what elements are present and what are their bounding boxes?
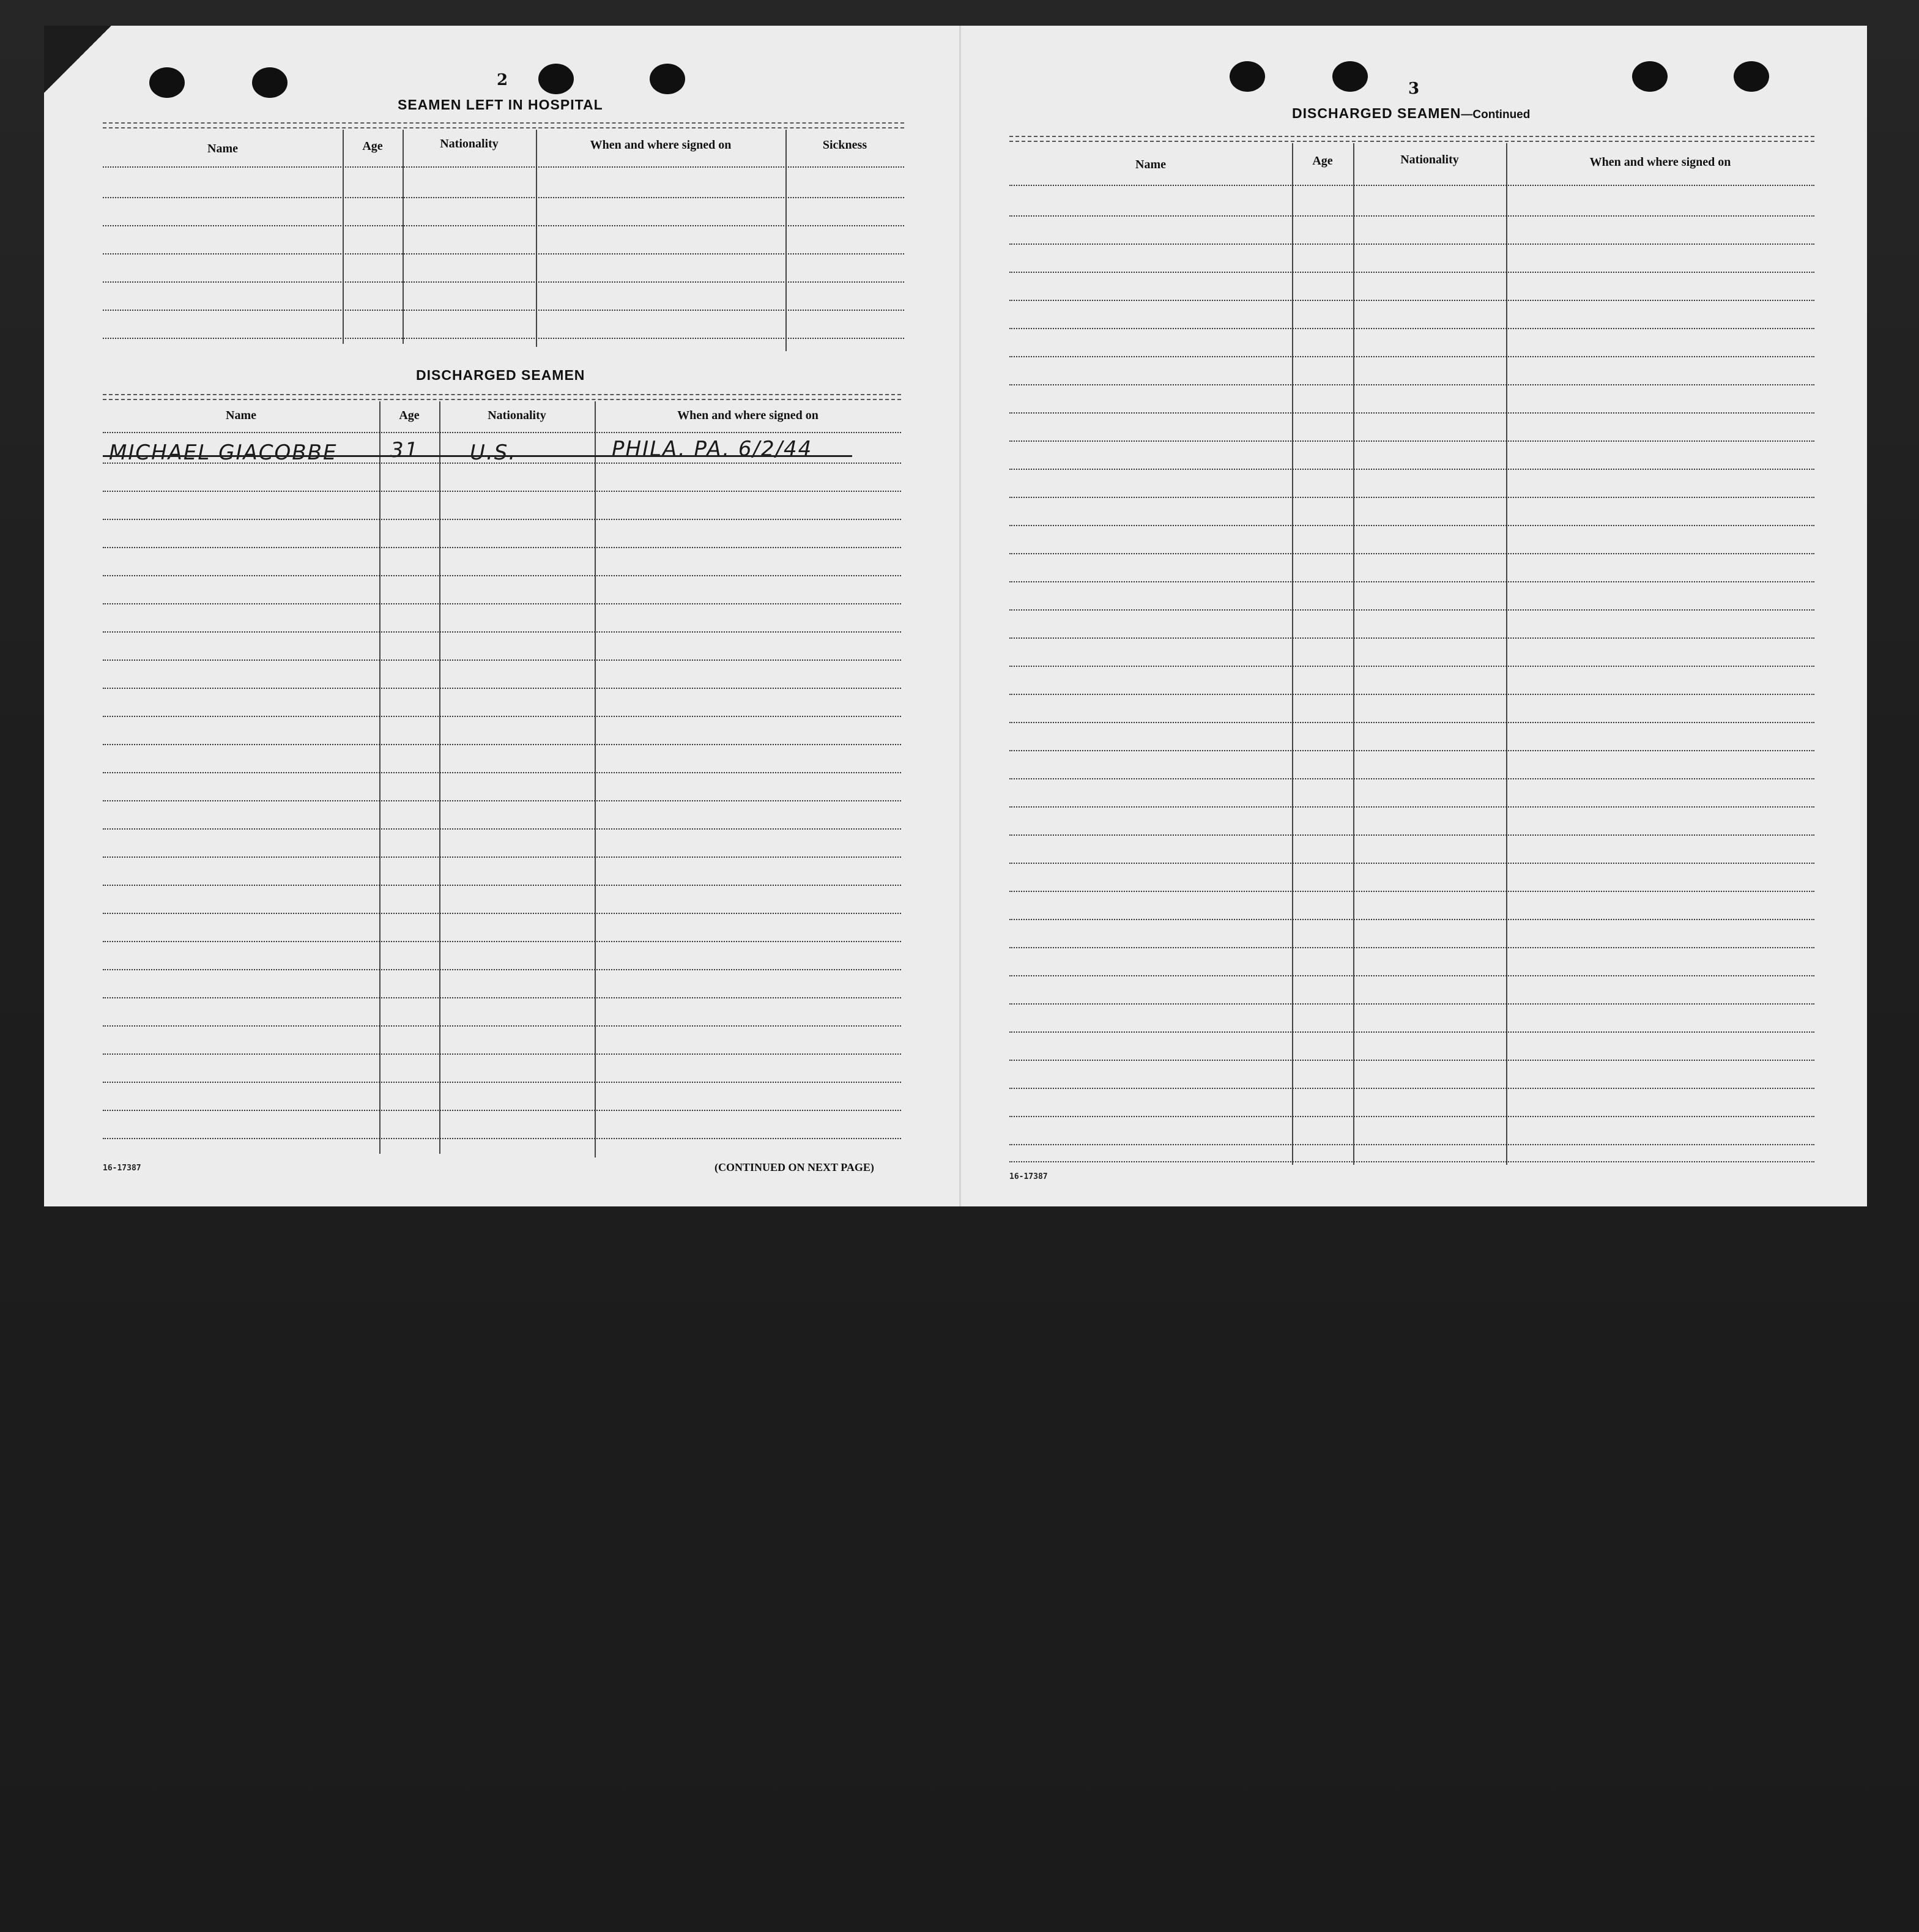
table-row [1009,243,1814,245]
discharged-col-nationality: Nationality [488,409,546,422]
table-row [103,603,901,604]
table-row [103,575,901,576]
right-form-number: 16-17387 [1009,1172,1048,1181]
entry-nationality: U.S. [470,440,517,465]
right-col-name: Name [1135,158,1166,171]
table-row [103,997,901,998]
table-row [103,547,901,548]
table-row [1009,1144,1814,1145]
right-section-title [1292,105,1530,122]
hospital-col-signed-on: When and where signed on [590,138,732,152]
hospital-col-sickness: Sickness [822,138,867,152]
table-row [1009,666,1814,667]
table-row [1009,215,1814,217]
table-row [1009,356,1814,357]
right-col-nationality: Nationality [1400,153,1459,166]
table-row [1009,1161,1814,1162]
table-row [1009,553,1814,554]
table-row [103,772,901,773]
hospital-header-rule [103,166,904,168]
hospital-col-nationality: Nationality [440,137,499,150]
table-row [1009,637,1814,639]
table-row [1009,694,1814,695]
table-row [103,281,904,283]
table-row [1009,384,1814,385]
table-row [1009,834,1814,836]
table-row [103,519,901,520]
punch-hole [1332,61,1368,92]
table-row [103,463,901,464]
table-row [103,1053,901,1055]
hospital-table [103,122,904,355]
table-row [1009,497,1814,498]
discharged-continued-table [1009,136,1814,1164]
punch-hole [149,67,185,98]
punch-hole [1734,61,1769,92]
table-row [103,197,904,198]
right-page-number: 3 [1408,80,1420,98]
table-row [103,744,901,745]
table-row [1009,1003,1814,1005]
table-row [1009,975,1814,976]
punch-hole [252,67,288,98]
entry-age: 31 [390,438,420,463]
table-row [103,659,901,661]
table-row [103,856,901,858]
left-form-number: 16-17387 [103,1164,141,1173]
table-row [1009,328,1814,329]
table-row [103,913,901,914]
table-row [1009,469,1814,470]
table-row [1009,1088,1814,1089]
hospital-col-name: Name [207,142,238,155]
table-row [1009,891,1814,892]
table-row [103,1110,901,1111]
table-row [1009,863,1814,864]
table-row [103,310,904,311]
table-row [103,491,901,492]
table-row [1009,778,1814,779]
left-page-number: 2 [497,71,508,89]
table-row [103,828,901,830]
hospital-section-title: SEAMEN LEFT IN HOSPITAL [398,97,603,113]
table-row [1009,440,1814,442]
table-row [1009,1116,1814,1117]
entry-signed-on: PHILA. PA. 6/2/44 [612,437,813,461]
entry-strikethrough [103,455,852,457]
table-row [103,941,901,942]
hospital-col-age: Age [362,139,383,153]
table-row [1009,1031,1814,1033]
discharged-section-title: DISCHARGED SEAMEN [416,367,585,383]
table-row [1009,272,1814,273]
table-row [103,800,901,801]
entry-name: MICHAEL GIACOBBE [109,440,338,465]
right-col-signed-on: When and where signed on [1589,155,1731,169]
table-row [1009,581,1814,582]
table-row [103,631,901,633]
table-row [103,1082,901,1083]
table-row [1009,806,1814,808]
table-row [103,716,901,717]
table-row [1009,609,1814,611]
discharged-table [103,394,901,1153]
discharged-col-name: Name [226,409,256,422]
punch-hole [1230,61,1265,92]
table-row [103,1138,901,1139]
table-row [1009,722,1814,723]
table-row [103,969,901,970]
table-row [1009,919,1814,920]
table-row [103,688,901,689]
page-fold [959,26,961,1206]
table-row [103,225,904,226]
table-row [1009,750,1814,751]
right-title-suffix: —Continued [1461,108,1531,121]
table-row [103,885,901,886]
discharged-col-age: Age [399,409,420,422]
table-row [103,338,904,339]
punch-hole [1632,61,1668,92]
table-row [1009,947,1814,948]
table-row [1009,412,1814,414]
punch-hole [650,64,685,94]
table-row [1009,300,1814,301]
table-row [1009,525,1814,526]
table-row [1009,1060,1814,1061]
table-row [103,1025,901,1027]
discharged-col-signed-on: When and where signed on [677,409,818,422]
right-col-age: Age [1312,154,1333,168]
continued-note: (CONTINUED ON NEXT PAGE) [715,1161,874,1173]
punch-hole [538,64,574,94]
right-title-text: DISCHARGED SEAMEN [1292,105,1461,121]
table-row [103,253,904,255]
